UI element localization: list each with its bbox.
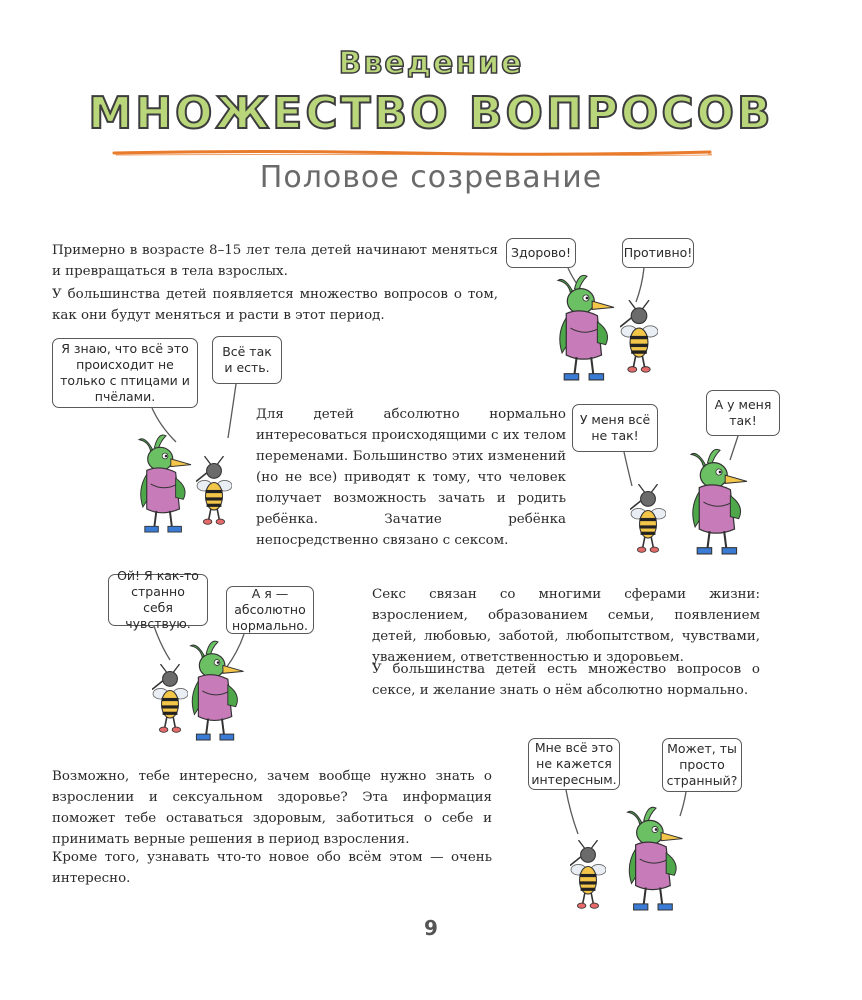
paragraph-2: У большинства детей появляется множество вопросов о том, как они будут меняться и расти в этот период. bbox=[52, 287, 498, 323]
bee-character bbox=[630, 484, 666, 558]
bubble-tail bbox=[560, 788, 590, 838]
bee-character bbox=[570, 840, 606, 914]
paragraph-5: У большинства детей есть множество вопросов о сексе, и желание знать о нём абсолютно нормально. bbox=[372, 662, 760, 698]
bee-character bbox=[196, 456, 232, 530]
paragraph-4: Секс связан со многими сферами жизни: взрослением, образованием семьи, появлением детей, любовью, заботой, любопытством, чувствами, уважением, ответственностью и здоровьем. bbox=[372, 587, 760, 665]
section-subtitle: Половое созревание bbox=[259, 160, 603, 195]
bird-character bbox=[186, 636, 250, 746]
bird-character bbox=[134, 430, 198, 538]
speech-bubble-5: У меня всё не так! bbox=[572, 404, 658, 452]
speech-bubble-10: Может, ты просто странный? bbox=[662, 738, 742, 792]
page-title: МНОЖЕСТВО ВОПРОСОВ bbox=[88, 88, 774, 139]
chapter-label: Введение bbox=[338, 46, 524, 81]
speech-bubble-3: Я знаю, что всё это происходит не только с птицами и пчёлами. bbox=[52, 338, 198, 408]
bubble-tail bbox=[150, 624, 180, 664]
page-number: 9 bbox=[424, 916, 438, 940]
bird-character bbox=[688, 444, 752, 560]
paragraph-6: Возможно, тебе интересно, зачем вообще нужно знать о взрослении и сексуальном здоровье? Эта информация поможет тебе оставаться здоровым, заботиться о себе и принимать верные решения в период взросления. bbox=[52, 769, 492, 847]
bee-character bbox=[620, 300, 658, 378]
speech-bubble-7: Ой! Я как-то странно себя чувствую. bbox=[108, 574, 208, 626]
speech-bubble-4: Всё так и есть. bbox=[212, 336, 282, 384]
bubble-tail bbox=[224, 382, 244, 442]
paragraph-3: Для детей абсолютно нормально интересоваться происходящими с их телом переменами. Большинство этих изменений (но не все) приводят к тому, что человек получает возможность зачать и родить ребёнка. Зачатие ребёнка непосредственно связано с сексом. bbox=[256, 407, 566, 548]
paragraph-7: Кроме того, узнавать что-то новое обо всём этом — очень интересно. bbox=[52, 850, 492, 886]
speech-bubble-1: Здорово! bbox=[506, 238, 576, 268]
title-divider bbox=[112, 146, 712, 158]
speech-bubble-2: Противно! bbox=[622, 238, 694, 268]
bee-character bbox=[152, 664, 188, 738]
paragraph-1: Примерно в возрасте 8–15 лет тела детей начинают меняться и превращаться в тела взрослых. bbox=[52, 243, 498, 279]
speech-bubble-8: А я — абсолютно нормально. bbox=[226, 586, 314, 634]
bird-character bbox=[552, 270, 622, 386]
speech-bubble-9: Мне всё это не кажется интересным. bbox=[528, 738, 620, 790]
bird-character bbox=[624, 802, 688, 916]
speech-bubble-6: А у меня так! bbox=[706, 390, 780, 436]
